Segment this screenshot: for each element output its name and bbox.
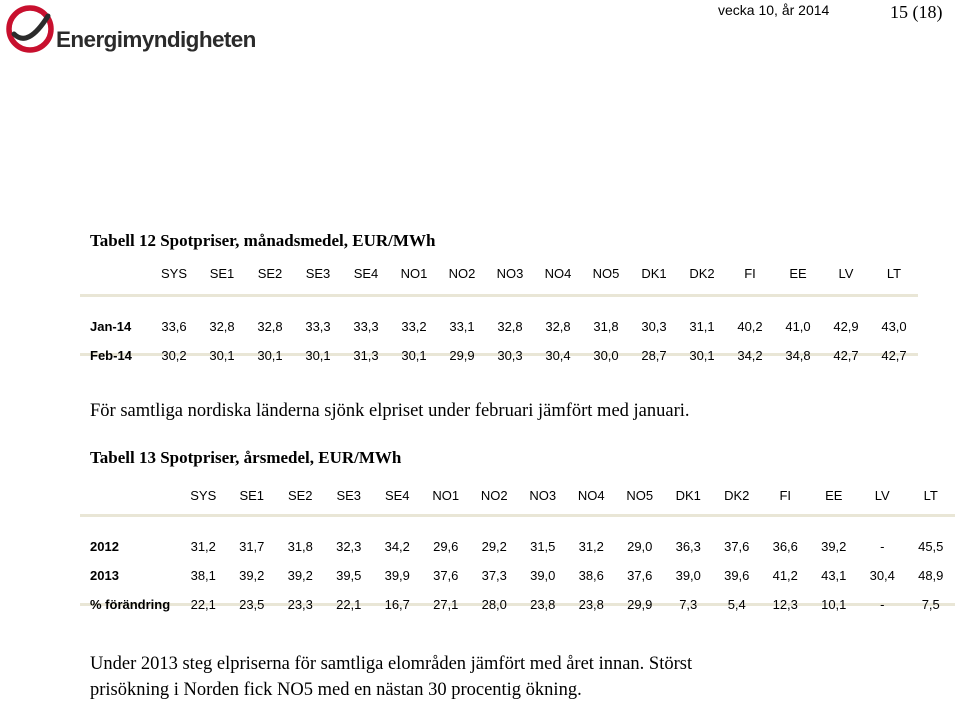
table-cell: 33,6 <box>161 319 187 334</box>
table-cell: 39,2 <box>239 568 265 583</box>
column-header-fi: FI <box>779 487 792 503</box>
table-cell: 31,5 <box>530 539 556 554</box>
monthly-spot-price-table <box>80 259 918 370</box>
table-cell: 30,0 <box>593 348 619 363</box>
table-cell: 29,6 <box>433 539 459 554</box>
table-cell: 42,7 <box>833 348 859 363</box>
table-cell: 5,4 <box>727 597 746 612</box>
column-header-no5: NO5 <box>592 265 620 281</box>
table-cell: 23,5 <box>239 597 265 612</box>
table-cell: 41,0 <box>785 319 811 334</box>
table-cell: 30,1 <box>689 348 715 363</box>
table-cell: - <box>880 539 885 554</box>
table-cell: 31,2 <box>190 539 216 554</box>
table-cell: 29,0 <box>627 539 653 554</box>
table-row <box>80 590 955 619</box>
table-cell: 29,9 <box>449 348 475 363</box>
column-header-no5: NO5 <box>626 487 654 503</box>
table-cell: 34,2 <box>384 539 410 554</box>
table-cell: 30,1 <box>305 348 331 363</box>
column-header-lv: LV <box>874 487 890 503</box>
table-cell: 37,6 <box>724 539 750 554</box>
table-cell: 41,2 <box>772 568 798 583</box>
table-cell: 33,3 <box>305 319 331 334</box>
table-cell: 31,3 <box>353 348 379 363</box>
column-header-no2: NO2 <box>448 265 476 281</box>
table-row <box>80 532 955 561</box>
table-cell: 30,1 <box>401 348 427 363</box>
spacer-row <box>80 287 918 312</box>
table-header-row <box>80 259 918 287</box>
column-header-dk2: DK2 <box>724 487 750 503</box>
column-header-sys: SYS <box>160 265 187 281</box>
table-cell: 43,0 <box>881 319 907 334</box>
column-header-no3: NO3 <box>496 265 524 281</box>
column-header-se3: SE3 <box>305 265 331 281</box>
table-cell: 29,9 <box>627 597 653 612</box>
table-cell: 39,6 <box>724 568 750 583</box>
table-cell: 37,3 <box>481 568 507 583</box>
column-header-ee: EE <box>825 487 843 503</box>
table-cell: 39,5 <box>336 568 362 583</box>
table-cell: 34,2 <box>737 348 763 363</box>
column-header-dk1: DK1 <box>641 265 667 281</box>
column-header-no3: NO3 <box>529 487 557 503</box>
column-header-se1: SE1 <box>209 265 235 281</box>
table-row <box>80 312 918 341</box>
table-cell: 23,8 <box>530 597 556 612</box>
table-cell: 30,3 <box>641 319 667 334</box>
column-header-lt: LT <box>886 265 902 281</box>
table-cell: 48,9 <box>918 568 944 583</box>
table-cell: 31,7 <box>239 539 265 554</box>
table-cell: 39,2 <box>287 568 313 583</box>
table-cell: 37,6 <box>433 568 459 583</box>
table-cell: 28,0 <box>481 597 507 612</box>
table-row <box>80 561 955 590</box>
column-header-se1: SE1 <box>239 487 265 503</box>
table-cell: 7,5 <box>921 597 940 612</box>
table-cell: - <box>880 597 885 612</box>
table-cell: 39,0 <box>675 568 701 583</box>
column-header-se2: SE2 <box>287 487 313 503</box>
table-cell: 43,1 <box>821 568 847 583</box>
column-header-se3: SE3 <box>336 487 362 503</box>
table13-caption: Tabell 13 Spotpriser, årsmedel, EUR/MWh <box>90 448 402 467</box>
row-label: Feb-14 <box>90 348 132 363</box>
table-cell: 42,7 <box>881 348 907 363</box>
table-cell: 30,1 <box>257 348 283 363</box>
table-cell: 32,8 <box>257 319 283 334</box>
table-cell: 30,4 <box>545 348 571 363</box>
table-cell: 31,8 <box>593 319 619 334</box>
table-cell: 39,0 <box>530 568 556 583</box>
table-cell: 30,1 <box>209 348 235 363</box>
table-cell: 32,8 <box>545 319 571 334</box>
column-header-no1: NO1 <box>432 487 460 503</box>
logo-text: Energimyndigheten <box>56 27 256 52</box>
row-label: 2012 <box>90 539 119 554</box>
table-cell: 36,6 <box>772 539 798 554</box>
table-cell: 32,8 <box>497 319 523 334</box>
table-cell: 23,3 <box>287 597 313 612</box>
annual-spot-price-table <box>80 480 955 619</box>
table-cell: 32,8 <box>209 319 235 334</box>
column-header-no1: NO1 <box>400 265 428 281</box>
column-header-ee: EE <box>789 265 807 281</box>
column-header-lv: LV <box>838 265 854 281</box>
table-cell: 39,9 <box>384 568 410 583</box>
page-number: 15 (18) <box>890 2 943 22</box>
table-cell: 7,3 <box>679 597 698 612</box>
table-cell: 38,6 <box>578 568 604 583</box>
column-header-dk2: DK2 <box>689 265 715 281</box>
column-header-lt: LT <box>923 487 938 503</box>
corner-cell <box>80 259 150 287</box>
table-cell: 33,3 <box>353 319 379 334</box>
row-label: 2013 <box>90 568 119 583</box>
february-summary-text: För samtliga nordiska länderna sjönk elpriset under februari jämfört med januari. <box>90 401 690 421</box>
table-cell: 30,3 <box>497 348 523 363</box>
table-cell: 33,1 <box>449 319 475 334</box>
spacer-row <box>80 510 955 532</box>
column-header-dk1: DK1 <box>675 487 701 503</box>
column-header-se2: SE2 <box>257 265 283 281</box>
table-cell: 30,2 <box>161 348 187 363</box>
column-header-se4: SE4 <box>353 265 379 281</box>
column-header-sys: SYS <box>190 487 217 503</box>
table-cell: 22,1 <box>190 597 216 612</box>
column-header-fi: FI <box>744 265 756 281</box>
table12-caption: Tabell 12 Spotpriser, månadsmedel, EUR/MWh <box>90 231 436 250</box>
table-cell: 34,8 <box>785 348 811 363</box>
table-cell: 32,3 <box>336 539 362 554</box>
table-cell: 10,1 <box>821 597 847 612</box>
column-header-no4: NO4 <box>577 487 605 503</box>
table-row <box>80 341 918 370</box>
table-cell: 16,7 <box>384 597 410 612</box>
table-cell: 36,3 <box>675 539 701 554</box>
table-cell: 27,1 <box>433 597 459 612</box>
table-cell: 12,3 <box>772 597 798 612</box>
table-cell: 33,2 <box>401 319 427 334</box>
table-cell: 31,8 <box>287 539 313 554</box>
table-cell: 42,9 <box>833 319 859 334</box>
annual-summary-line-1: Under 2013 steg elpriserna för samtliga elområden jämfört med året innan. Störst <box>90 654 693 674</box>
table-cell: 38,1 <box>190 568 216 583</box>
table-cell: 23,8 <box>578 597 604 612</box>
table-cell: 45,5 <box>918 539 944 554</box>
table-cell: 40,2 <box>737 319 763 334</box>
column-header-no4: NO4 <box>544 265 572 281</box>
annual-summary-line-2: prisökning i Norden fick NO5 med en nästan 30 procentig ökning. <box>90 680 582 700</box>
table-cell: 29,2 <box>481 539 507 554</box>
table-cell: 22,1 <box>336 597 362 612</box>
table-cell: 37,6 <box>627 568 653 583</box>
column-header-no2: NO2 <box>480 487 508 503</box>
row-label: Jan-14 <box>90 319 132 334</box>
corner-cell <box>80 480 179 510</box>
column-header-se4: SE4 <box>384 487 410 503</box>
table-cell: 30,4 <box>869 568 895 583</box>
table-cell: 28,7 <box>641 348 667 363</box>
week-label: vecka 10, år 2014 <box>718 2 830 18</box>
table-cell: 31,1 <box>689 319 715 334</box>
table-cell: 39,2 <box>821 539 847 554</box>
table-header-row <box>80 480 955 510</box>
row-label: % förändring <box>90 597 171 612</box>
table-cell: 31,2 <box>578 539 604 554</box>
